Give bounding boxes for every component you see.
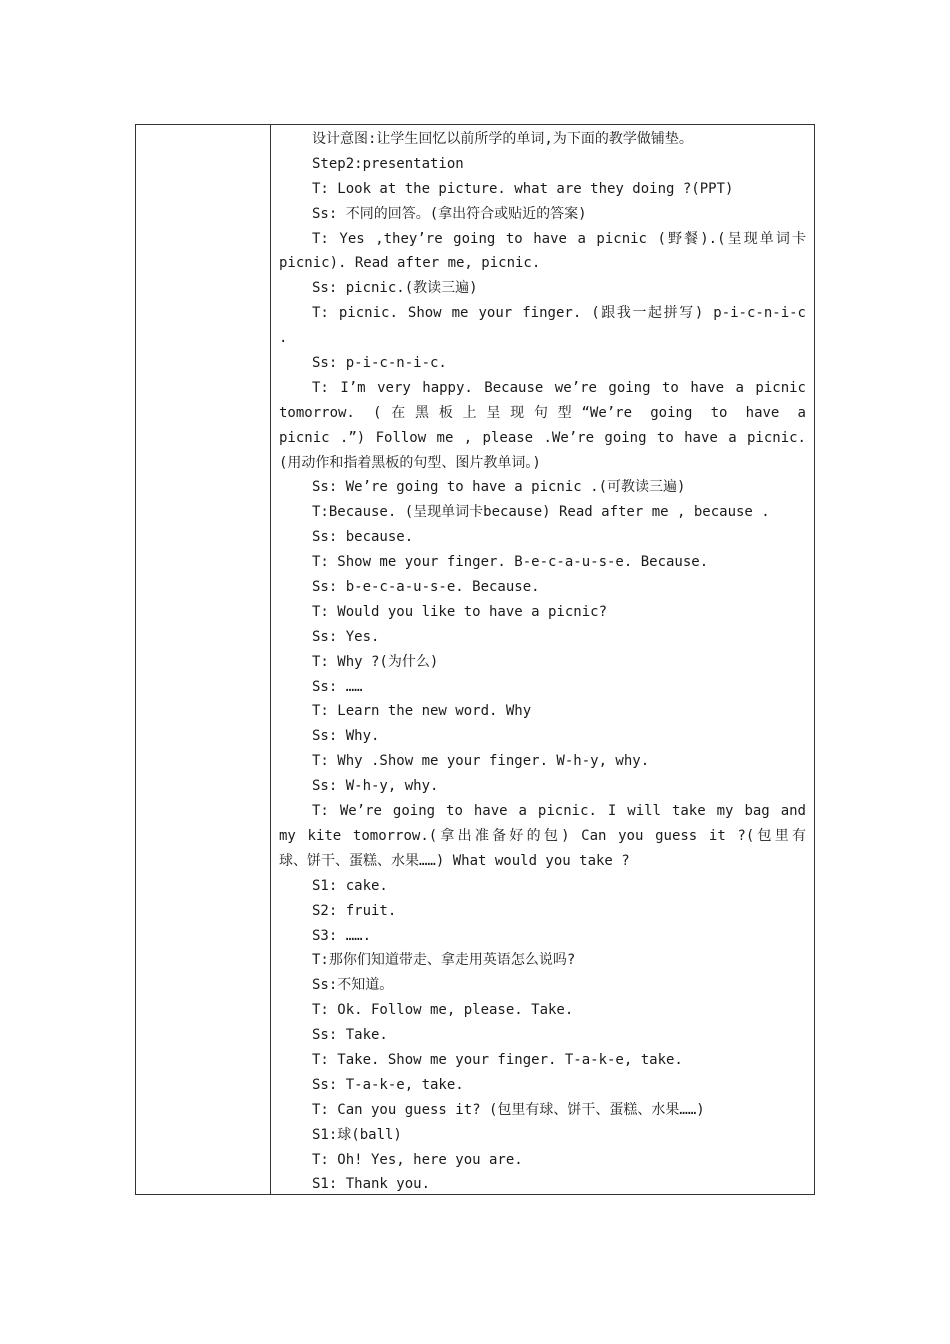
text-line: my kite tomorrow.(拿出准备好的包) Can you guess it ?(包里有 <box>279 827 806 844</box>
text-line: S3: ……. <box>312 927 372 944</box>
text-line: T: Show me your finger. B-e-c-a-u-s-e. Because. <box>312 554 709 571</box>
text-line: T:Because. (呈现单词卡because) Read after me , because . <box>312 504 770 521</box>
text-line: S1: Thank you. <box>312 1176 431 1193</box>
text-line: Ss: 不同的回答。(拿出符合或贴近的答案) <box>312 205 587 222</box>
text-line: S2: fruit. <box>312 902 397 919</box>
text-line: T: Why ?(为什么) <box>312 653 439 670</box>
text-line: Ss: W-h-y, why. <box>312 778 439 795</box>
text-line: Ss: …… <box>312 678 363 695</box>
text-line: T: Take. Show me your finger. T-a-k-e, take. <box>312 1051 683 1068</box>
text-line: Step2:presentation <box>312 155 464 172</box>
text-line: T: picnic. Show me your finger. (跟我一起拼写) p-i-c-n-i-c <box>312 305 806 322</box>
text-line: T: Look at the picture. what are they doing ?(PPT) <box>312 180 734 197</box>
text-line: Ss: Why. <box>312 728 380 745</box>
text-line: T: Yes ,they’re going to have a picnic (野餐).(呈现单词卡 <box>312 230 806 247</box>
text-line: Ss: b-e-c-a-u-s-e. Because. <box>312 579 540 596</box>
text-line: S1:球(ball) <box>312 1126 402 1143</box>
text-line: T: We’re going to have a picnic. I will take my bag and <box>312 803 806 820</box>
text-line: T: Learn the new word. Why <box>312 703 532 720</box>
text-line: picnic). Read after me, picnic. <box>279 255 541 272</box>
text-line: . <box>279 330 288 347</box>
text-line: Ss: p-i-c-n-i-c. <box>312 355 447 372</box>
text-line: Ss: Take. <box>312 1027 388 1044</box>
text-line: 球、饼干、蛋糕、水果……) What would you take ? <box>279 852 630 869</box>
text-line: T: I’m very happy. Because we’re going to have a picnic <box>312 379 806 396</box>
text-line: 设计意图:让学生回忆以前所学的单词,为下面的教学做铺垫。 <box>312 131 693 147</box>
lesson-plan-table <box>135 124 815 1195</box>
text-line: T: Would you like to have a picnic? <box>312 603 608 620</box>
text-line: Ss: T-a-k-e, take. <box>312 1076 464 1093</box>
text-line: T: Can you guess it? (包里有球、饼干、蛋糕、水果……) <box>312 1101 705 1118</box>
teaching-procedure-cell <box>271 125 814 1194</box>
text-line: Ss: because. <box>312 529 414 546</box>
text-line: picnic .”) Follow me , please .We’re going to have a picnic. <box>279 429 806 446</box>
text-line: T:那你们知道带走、拿走用英语怎么说吗? <box>312 952 576 969</box>
text-line: Ss: Yes. <box>312 628 380 645</box>
text-line: T: Ok. Follow me, please. Take. <box>312 1002 574 1019</box>
left-column-cell <box>136 125 271 1194</box>
text-line: (用动作和指着黑板的句型、图片教单词。) <box>279 454 541 471</box>
text-line: Ss: We’re going to have a picnic .(可教读三遍) <box>312 479 686 496</box>
text-line: T: Oh! Yes, here you are. <box>312 1151 523 1168</box>
text-line: Ss: picnic.(教读三遍) <box>312 280 478 297</box>
text-line: tomorrow. (在黑板上呈现句型“We’re going to have a <box>279 404 806 421</box>
text-line: T: Why .Show me your finger. W-h-y, why. <box>312 753 650 770</box>
text-line: S1: cake. <box>312 877 388 894</box>
text-line: Ss:不知道。 <box>312 977 394 994</box>
